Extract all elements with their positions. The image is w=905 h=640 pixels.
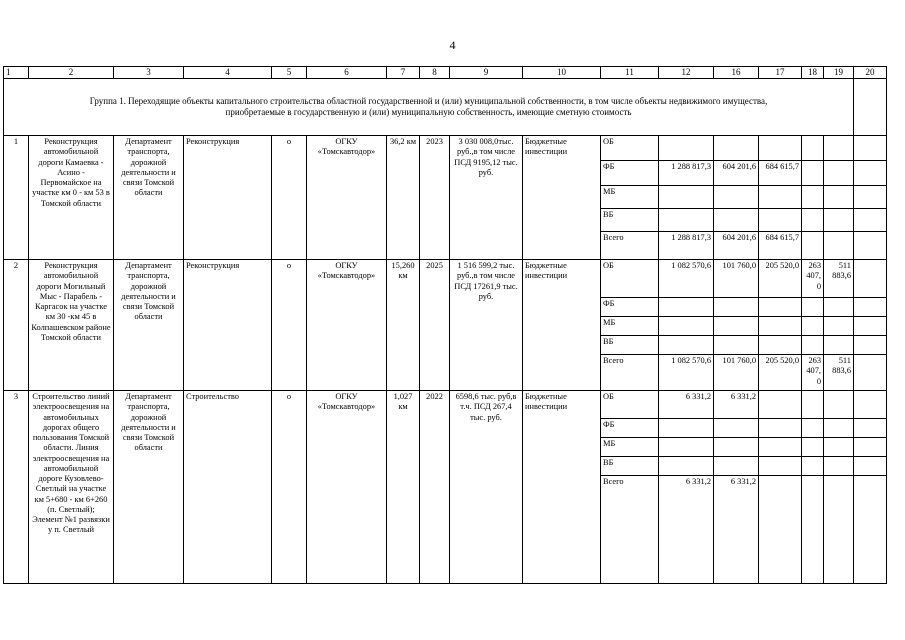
column-20-value [854, 186, 887, 209]
funding-source: ФБ [601, 298, 659, 317]
column-12-value [659, 336, 714, 355]
column-number: 8 [420, 67, 450, 79]
column-16-value [714, 298, 759, 317]
column-20-value [854, 232, 887, 260]
column-18-value [802, 419, 824, 438]
department: Департамент транспорта, дорожной деятельности и связи Томской области [114, 391, 184, 584]
column-20-value [854, 457, 887, 476]
column-12-value [659, 136, 714, 161]
column-19-value: 511 883,6 [824, 355, 854, 391]
column-19-value [824, 457, 854, 476]
object-number: 3 [4, 391, 29, 584]
column-17-value [759, 317, 802, 336]
customer: ОГКУ «Томскавтодор» [307, 260, 387, 391]
column-19-value: 511 883,6 [824, 260, 854, 298]
column-17-value [759, 457, 802, 476]
column-16-value: 6 331,2 [714, 476, 759, 584]
funding-source: Всего [601, 232, 659, 260]
column-12-value: 1 288 817,3 [659, 161, 714, 186]
column-16-value [714, 457, 759, 476]
column-18-value [802, 336, 824, 355]
column-16-value: 604 201,6 [714, 232, 759, 260]
work-type: Строительство [184, 391, 272, 584]
column-number: 4 [184, 67, 272, 79]
object-name: Реконструкция автомобильной дороги Могильный Мыс - Парабель - Каргасок на участке км 30 -км 45 в Колпашевском районе Томской области [29, 260, 114, 391]
column-20-value [854, 476, 887, 584]
column-12-value: 6 331,2 [659, 391, 714, 419]
column-12-value: 1 288 817,3 [659, 232, 714, 260]
funding-source: Всего [601, 476, 659, 584]
column-17-value [759, 336, 802, 355]
object-column-5: о [272, 136, 307, 260]
column-17-value [759, 476, 802, 584]
column-12-value: 1 082 570,6 [659, 260, 714, 298]
funding-source: МБ [601, 317, 659, 336]
object-name: Реконструкция автомобильной дороги Камаевка - Асино - Первомайское на участке км 0 - км 53 в Томской области [29, 136, 114, 260]
column-20-value [854, 161, 887, 186]
table-row [4, 391, 887, 419]
work-type: Реконструкция [184, 136, 272, 260]
column-19-value [824, 419, 854, 438]
group-title-line-1: Группа 1. Переходящие объекты капитального строительства областной государственной и (или) муниципальной собственности, в том числе объекты недвижимого имущества, [89, 96, 768, 107]
column-number: 2 [29, 67, 114, 79]
column-12-value [659, 209, 714, 232]
group-title-empty-cell [854, 79, 887, 136]
column-16-value [714, 336, 759, 355]
funding-source: МБ [601, 186, 659, 209]
column-number: 18 [802, 67, 824, 79]
column-number: 7 [387, 67, 420, 79]
column-17-value: 684 615,7 [759, 232, 802, 260]
column-12-value [659, 317, 714, 336]
group-title [4, 79, 854, 136]
column-18-value [802, 161, 824, 186]
completion-year: 2022 [420, 391, 450, 584]
column-17-value [759, 209, 802, 232]
column-17-value [759, 438, 802, 457]
column-19-value [824, 438, 854, 457]
object-name: Строительство линий электроосвещения на автомобильных дорогах общего пользования Томской области. Линия электроосвещения на автомобильной дороге Кузовлево-Светлый на участке км 5+680 - км 6+260 (п. Светлый); Элемент №1 развязки у п. Светлый [29, 391, 114, 584]
department: Департамент транспорта, дорожной деятельности и связи Томской области [114, 136, 184, 260]
funding-type: Бюджетные инвестиции [523, 260, 601, 391]
column-number: 12 [659, 67, 714, 79]
funding-source: Всего [601, 355, 659, 391]
capacity: 15,260 км [387, 260, 420, 391]
column-number: 3 [114, 67, 184, 79]
column-number: 11 [601, 67, 659, 79]
column-12-value [659, 438, 714, 457]
column-18-value [802, 298, 824, 317]
column-20-value [854, 317, 887, 336]
column-12-value [659, 419, 714, 438]
completion-year: 2025 [420, 260, 450, 391]
column-18-value: 263 407, 0 [802, 260, 824, 298]
funding-source: ВБ [601, 457, 659, 476]
column-20-value [854, 391, 887, 419]
column-number: 10 [523, 67, 601, 79]
column-18-value [802, 136, 824, 161]
column-12-value [659, 457, 714, 476]
column-18-value [802, 186, 824, 209]
column-19-value [824, 209, 854, 232]
object-number: 1 [4, 136, 29, 260]
column-17-value [759, 419, 802, 438]
column-12-value [659, 186, 714, 209]
capacity: 36,2 км [387, 136, 420, 260]
funding-type: Бюджетные инвестиции [523, 136, 601, 260]
column-16-value [714, 438, 759, 457]
object-column-5: о [272, 260, 307, 391]
column-18-value [802, 438, 824, 457]
objects-body [4, 136, 887, 584]
column-18-value [802, 476, 824, 584]
funding-source: ОБ [601, 260, 659, 298]
table-row [4, 136, 887, 161]
column-20-value [854, 336, 887, 355]
column-18-value: 263 407, 0 [802, 355, 824, 391]
column-19-value [824, 136, 854, 161]
estimated-cost: 1 516 599,2 тыс. руб.,в том числе ПСД 17261,9 тыс. руб. [450, 260, 523, 391]
column-16-value: 604 201,6 [714, 161, 759, 186]
column-number: 1 [4, 67, 29, 79]
column-17-value [759, 391, 802, 419]
funding-source: ОБ [601, 391, 659, 419]
customer: ОГКУ «Томскавтодор» [307, 136, 387, 260]
column-17-value: 684 615,7 [759, 161, 802, 186]
column-12-value: 1 082 570,6 [659, 355, 714, 391]
column-19-value [824, 317, 854, 336]
object-column-5: о [272, 391, 307, 584]
column-number: 19 [824, 67, 854, 79]
column-20-value [854, 355, 887, 391]
funding-source: ФБ [601, 419, 659, 438]
column-number: 20 [854, 67, 887, 79]
funding-source: ОБ [601, 136, 659, 161]
column-16-value [714, 136, 759, 161]
column-number: 5 [272, 67, 307, 79]
page-number: 4 [449, 38, 456, 52]
column-19-value [824, 391, 854, 419]
column-17-value: 205 520,0 [759, 260, 802, 298]
column-16-value: 101 760,0 [714, 355, 759, 391]
investment-objects-table [3, 66, 887, 584]
column-17-value [759, 186, 802, 209]
funding-source: ФБ [601, 161, 659, 186]
customer: ОГКУ «Томскавтодор» [307, 391, 387, 584]
completion-year: 2023 [420, 136, 450, 260]
column-16-value: 101 760,0 [714, 260, 759, 298]
work-type: Реконструкция [184, 260, 272, 391]
funding-source: ВБ [601, 336, 659, 355]
column-17-value: 205 520,0 [759, 355, 802, 391]
column-16-value: 6 331,2 [714, 391, 759, 419]
column-20-value [854, 209, 887, 232]
column-19-value [824, 232, 854, 260]
column-number: 17 [759, 67, 802, 79]
department: Департамент транспорта, дорожной деятельности и связи Томской области [114, 260, 184, 391]
column-19-value [824, 476, 854, 584]
column-19-value [824, 161, 854, 186]
estimated-cost: 3 030 008,0тыс. руб.,в том числе ПСД 9195,12 тыс. руб. [450, 136, 523, 260]
column-20-value [854, 298, 887, 317]
column-number: 16 [714, 67, 759, 79]
funding-source: МБ [601, 438, 659, 457]
column-20-value [854, 419, 887, 438]
column-18-value [802, 209, 824, 232]
funding-type: Бюджетные инвестиции [523, 391, 601, 584]
column-18-value [802, 232, 824, 260]
column-12-value [659, 298, 714, 317]
estimated-cost: 6598,6 тыс. руб,в т.ч. ПСД 267,4 тыс. руб. [450, 391, 523, 584]
column-18-value [802, 317, 824, 336]
column-16-value [714, 186, 759, 209]
column-17-value [759, 136, 802, 161]
column-number: 6 [307, 67, 387, 79]
column-20-value [854, 136, 887, 161]
column-19-value [824, 336, 854, 355]
column-17-value [759, 298, 802, 317]
column-number-row [4, 67, 887, 79]
funding-source: ВБ [601, 209, 659, 232]
column-16-value [714, 209, 759, 232]
column-20-value [854, 260, 887, 298]
column-19-value [824, 186, 854, 209]
column-19-value [824, 298, 854, 317]
column-16-value [714, 317, 759, 336]
object-number: 2 [4, 260, 29, 391]
column-20-value [854, 438, 887, 457]
capacity: 1,027 км [387, 391, 420, 584]
column-18-value [802, 457, 824, 476]
column-12-value: 6 331,2 [659, 476, 714, 584]
column-18-value [802, 391, 824, 419]
column-number: 9 [450, 67, 523, 79]
table-row [4, 260, 887, 298]
column-16-value [714, 419, 759, 438]
group-title-row [4, 79, 887, 136]
group-title-line-2: приобретаемые в государственную и (или) муниципальную собственность, имеющие сметную стоимость [225, 107, 632, 117]
